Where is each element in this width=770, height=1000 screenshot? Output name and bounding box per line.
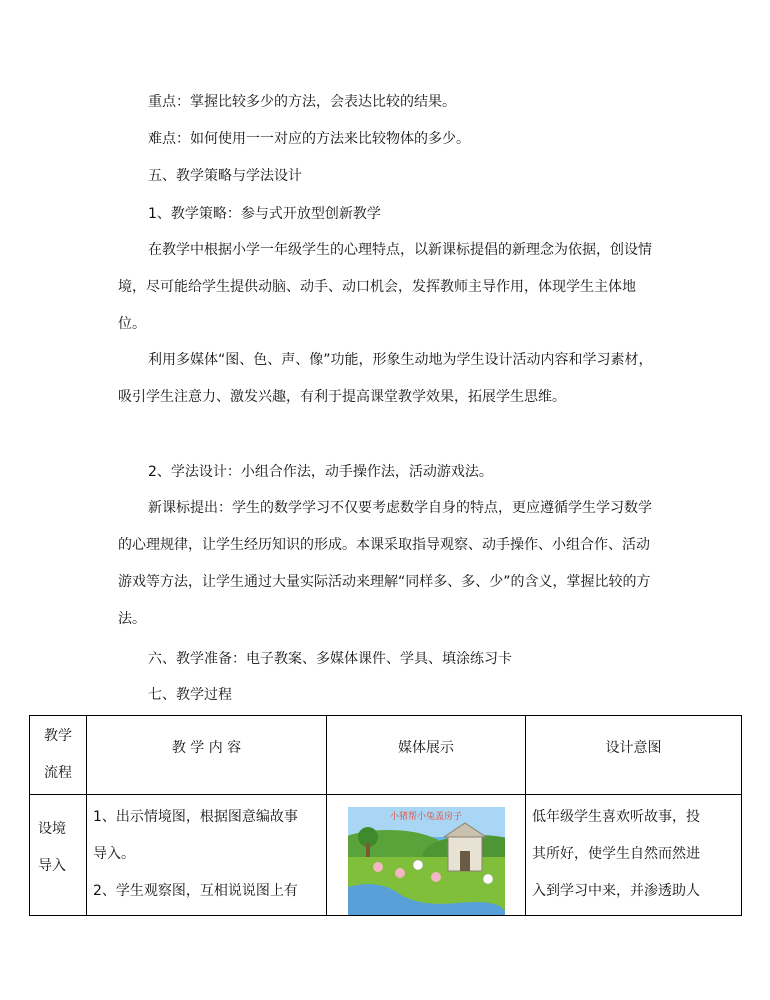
header-content [87,716,327,795]
section5-heading: 五、教学策略与学法设计 [148,168,302,184]
table-header-row [30,716,742,795]
header-intent [526,716,742,795]
story-scene-image [348,807,505,915]
strategy-title: 1、教学策略：参与式开放型创新教学 [148,206,381,222]
study-method-paragraph: 新课标提出：学生的数学学习不仅要考虑数学自身的特点，更应遵循学生学习数学的心理规律，让学生经历知识的形成。本课采取指导观察、动手操作、小组合作、活动游戏等方法，让学生通过大量实际活动来理解“同样多、多、少”的含义，掌握比较的方法。 [118,500,652,627]
header-intent-label: 设计意图 [605,740,662,756]
difficulty-text: 难点：如何使用一一对应的方法来比较物体的多少。 [148,131,470,147]
row1-content-line1: 1、出示情境图，根据图意编故事 [93,809,298,825]
row1-content-line2: 导入。 [93,846,135,862]
row1-content-line3: 2、学生观察图，互相说说图上有 [93,883,298,899]
media-caption: 小猪帮小兔盖房子 [389,812,462,822]
row1-intent-line2: 其所好，使学生自然而然进 [532,846,700,862]
row1-flow-line2: 导入 [38,858,66,874]
section7-heading: 七、教学过程 [148,687,232,703]
key-point-text: 重点：掌握比较多少的方法，会表达比较的结果。 [148,94,456,110]
header-flow [30,716,87,795]
row1-flow [30,795,87,916]
row1-intent-line1: 低年级学生喜欢听故事，投 [532,809,700,825]
section6-heading: 六、教学准备：电子教案、多媒体课件、学具、填涂练习卡 [148,651,512,667]
row1-intent [526,795,742,916]
row1-flow-line1: 设境 [38,821,66,837]
row1-content [87,795,327,916]
header-content-label: 教 学 内 容 [171,740,242,756]
multimedia-paragraph: 利用多媒体“图、色、声、像”功能，形象生动地为学生设计活动内容和学习素材，吸引学生注意力、激发兴趣，有利于提高课堂教学效果，拓展学生思维。 [118,352,653,405]
teaching-process-table [29,715,742,916]
header-media-label: 媒体展示 [398,740,454,756]
row1-media [327,795,526,916]
row1-intent-line3: 入到学习中来，并渗透助人 [532,883,700,899]
header-flow-line1: 教学 [44,728,72,744]
study-method-title: 2、学法设计：小组合作法，动手操作法，活动游戏法。 [148,464,493,480]
header-media [327,716,526,795]
table-row [30,795,742,916]
header-flow-line2: 流程 [44,765,72,781]
strategy-paragraph: 在教学中根据小学一年级学生的心理特点，以新课标提倡的新理念为依据，创设情境，尽可能给学生提供动脑、动手、动口机会，发挥教师主导作用，体现学生主体地位。 [118,242,652,332]
